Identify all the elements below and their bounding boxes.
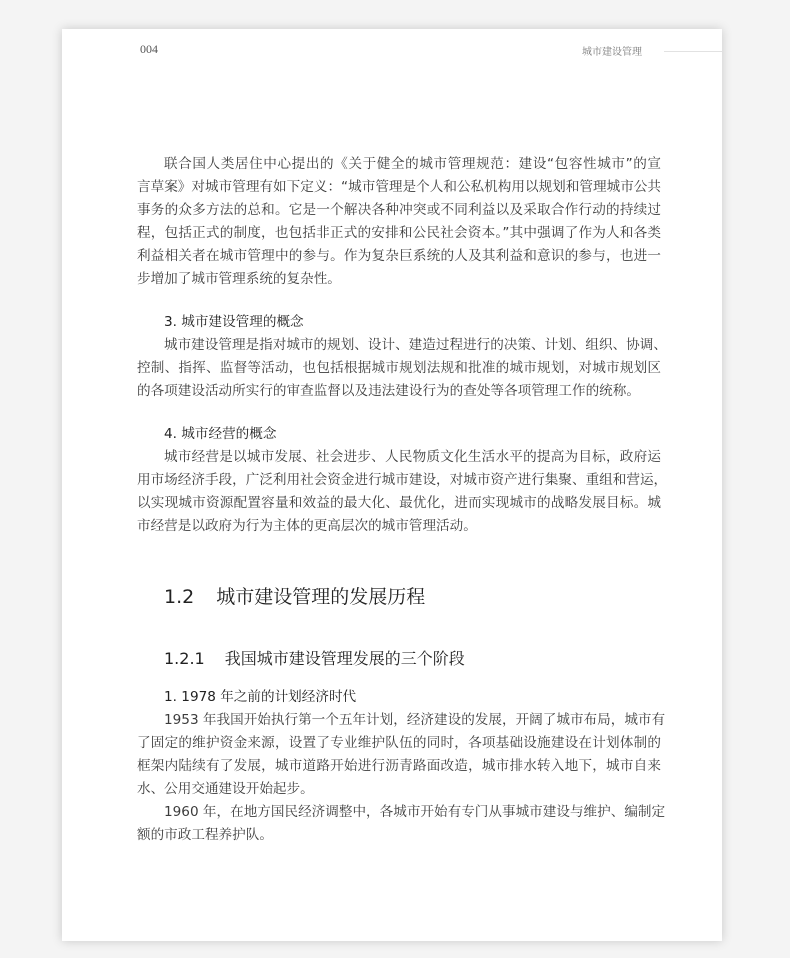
section-3-heading: 3. 城市建设管理的概念 xyxy=(164,314,304,330)
stage-1-heading: 1. 1978 年之前的计划经济时代 xyxy=(164,689,357,705)
book-page xyxy=(62,29,722,941)
subchapter-heading xyxy=(137,646,661,672)
text-line: 用市场经济手段，广泛利用社会资金进行城市建设，对城市资产进行集聚、重组和营运， xyxy=(137,472,668,488)
chapter-number: 1.2 xyxy=(164,586,195,608)
subchapter-title: 我国城市建设管理发展的三个阶段 xyxy=(224,649,465,668)
page-content xyxy=(137,153,668,847)
text-line: 利益相关者在城市管理中的参与。作为复杂巨系统的人及其利益和意识的参与，也进一 xyxy=(137,248,661,264)
text-line: 1953 年我国开始执行第一个五年计划，经济建设的发展，开阔了城市布局，城市有 xyxy=(164,712,666,728)
text-line: 联合国人类居住中心提出的《关于健全的城市管理规范：建设“包容性城市”的宣 xyxy=(164,156,661,172)
text-line: 以实现城市资源配置容量和效益的最大化、最优化，进而实现城市的战略发展目标。城 xyxy=(137,495,661,511)
text-line: 城市经营是以城市发展、社会进步、人民物质文化生活水平的提高为目标，政府运 xyxy=(164,449,661,465)
stage-1-paragraph-1 xyxy=(137,709,666,801)
page-number: 004 xyxy=(140,42,158,56)
header-rule xyxy=(664,51,722,52)
text-line: 步增加了城市管理系统的复杂性。 xyxy=(137,271,341,287)
intro-paragraph xyxy=(137,153,661,291)
section-4-paragraph xyxy=(137,446,668,538)
running-title: 城市建设管理 xyxy=(582,47,642,58)
text-line: 的各项建设活动所实行的审查监督以及违法建设行为的查处等各项管理工作的统称。 xyxy=(137,383,640,399)
text-line: 水、公用交通建设开始起步。 xyxy=(137,781,314,797)
subchapter-number: 1.2.1 xyxy=(164,649,205,668)
text-line: 额的市政工程养护队。 xyxy=(137,827,273,843)
stage-1-paragraph-2 xyxy=(137,801,666,847)
text-line: 程，包括正式的制度，也包括非正式的安排和公民社会资本。”其中强调了作为人和各类 xyxy=(137,225,661,241)
text-line: 事务的众多方法的总和。它是一个解决各种冲突或不同利益以及采取合作行动的持续过 xyxy=(137,202,661,218)
text-line: 了固定的维护资金来源，设置了专业维护队伍的同时，各项基础设施建设在计划体制的 xyxy=(137,735,661,751)
text-line: 城市建设管理是指对城市的规划、设计、建造过程进行的决策、计划、组织、协调、 xyxy=(164,337,667,353)
text-line: 1960 年，在地方国民经济调整中，各城市开始有专门从事城市建设与维护、编制定 xyxy=(164,804,666,820)
section-4-heading: 4. 城市经营的概念 xyxy=(164,426,277,442)
section-3-paragraph xyxy=(137,334,667,403)
text-line: 控制、指挥、监督等活动，也包括根据城市规划法规和批准的城市规划，对城市规划区 xyxy=(137,360,661,376)
text-line: 框架内陆续有了发展，城市道路开始进行沥青路面改造，城市排水转入地下，城市自来 xyxy=(137,758,661,774)
text-line: 言草案》对城市管理有如下定义：“城市管理是个人和公私机构用以规划和管理城市公共 xyxy=(137,179,661,195)
chapter-heading xyxy=(137,582,661,612)
chapter-title: 城市建设管理的发展历程 xyxy=(216,586,426,608)
text-line: 市经营是以政府为行为主体的更高层次的城市管理活动。 xyxy=(137,518,477,534)
